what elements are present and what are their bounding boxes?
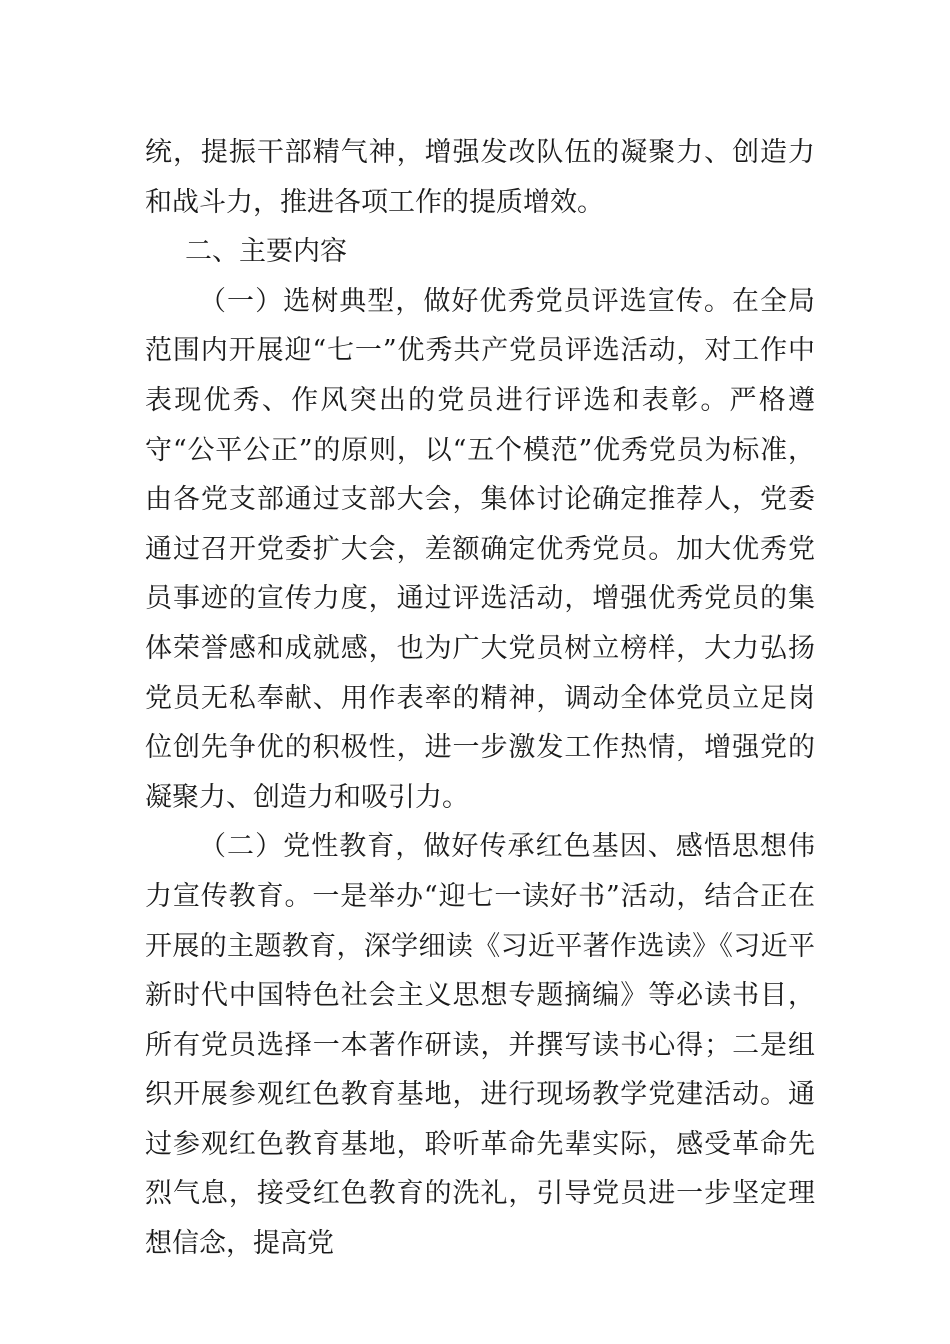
document-body [145,128,815,1269]
paragraph-party-education: （二）党性教育，做好传承红色基因、感悟思想伟力宣传教育。一是举办“迎七一读好书”活动，结合正在开展的主题教育，深学细读《习近平著作选读》《习近平新时代中国特色社会主义思想专题摘编》等必读书目，所有党员选择一本著作研读，并撰写读书心得；二是组织开展参观红色教育基地，进行现场教学党建活动。通过参观红色教育基地，聆听革命先辈实际，感受革命先烈气息，接受红色教育的洗礼，引导党员进一步坚定理想信念，提高党 [145,831,815,1260]
section-heading: 二、主要内容 [185,236,347,268]
paragraph-continuation: 统，提振干部精气神，增强发改队伍的凝聚力、创造力和战斗力，推进各项工作的提质增效。 [145,137,815,218]
paragraph-selection-of-models: （一）选树典型，做好优秀党员评选宣传。在全局范围内开展迎“七一”优秀共产党员评选活动，对工作中表现优秀、作风突出的党员进行评选和表彰。严格遵守“公平公正”的原则，以“五个模范”优秀党员为标准，由各党支部通过支部大会，集体讨论确定推荐人，党委通过召开党委扩大会，差额确定优秀党员。加大优秀党员事迹的宣传力度，通过评选活动，增强优秀党员的集体荣誉感和成就感，也为广大党员树立榜样，大力弘扬党员无私奉献、用作表率的精神，调动全体党员立足岗位创先争优的积极性，进一步激发工作热情，增强党的凝聚力、创造力和吸引力。 [145,285,815,813]
